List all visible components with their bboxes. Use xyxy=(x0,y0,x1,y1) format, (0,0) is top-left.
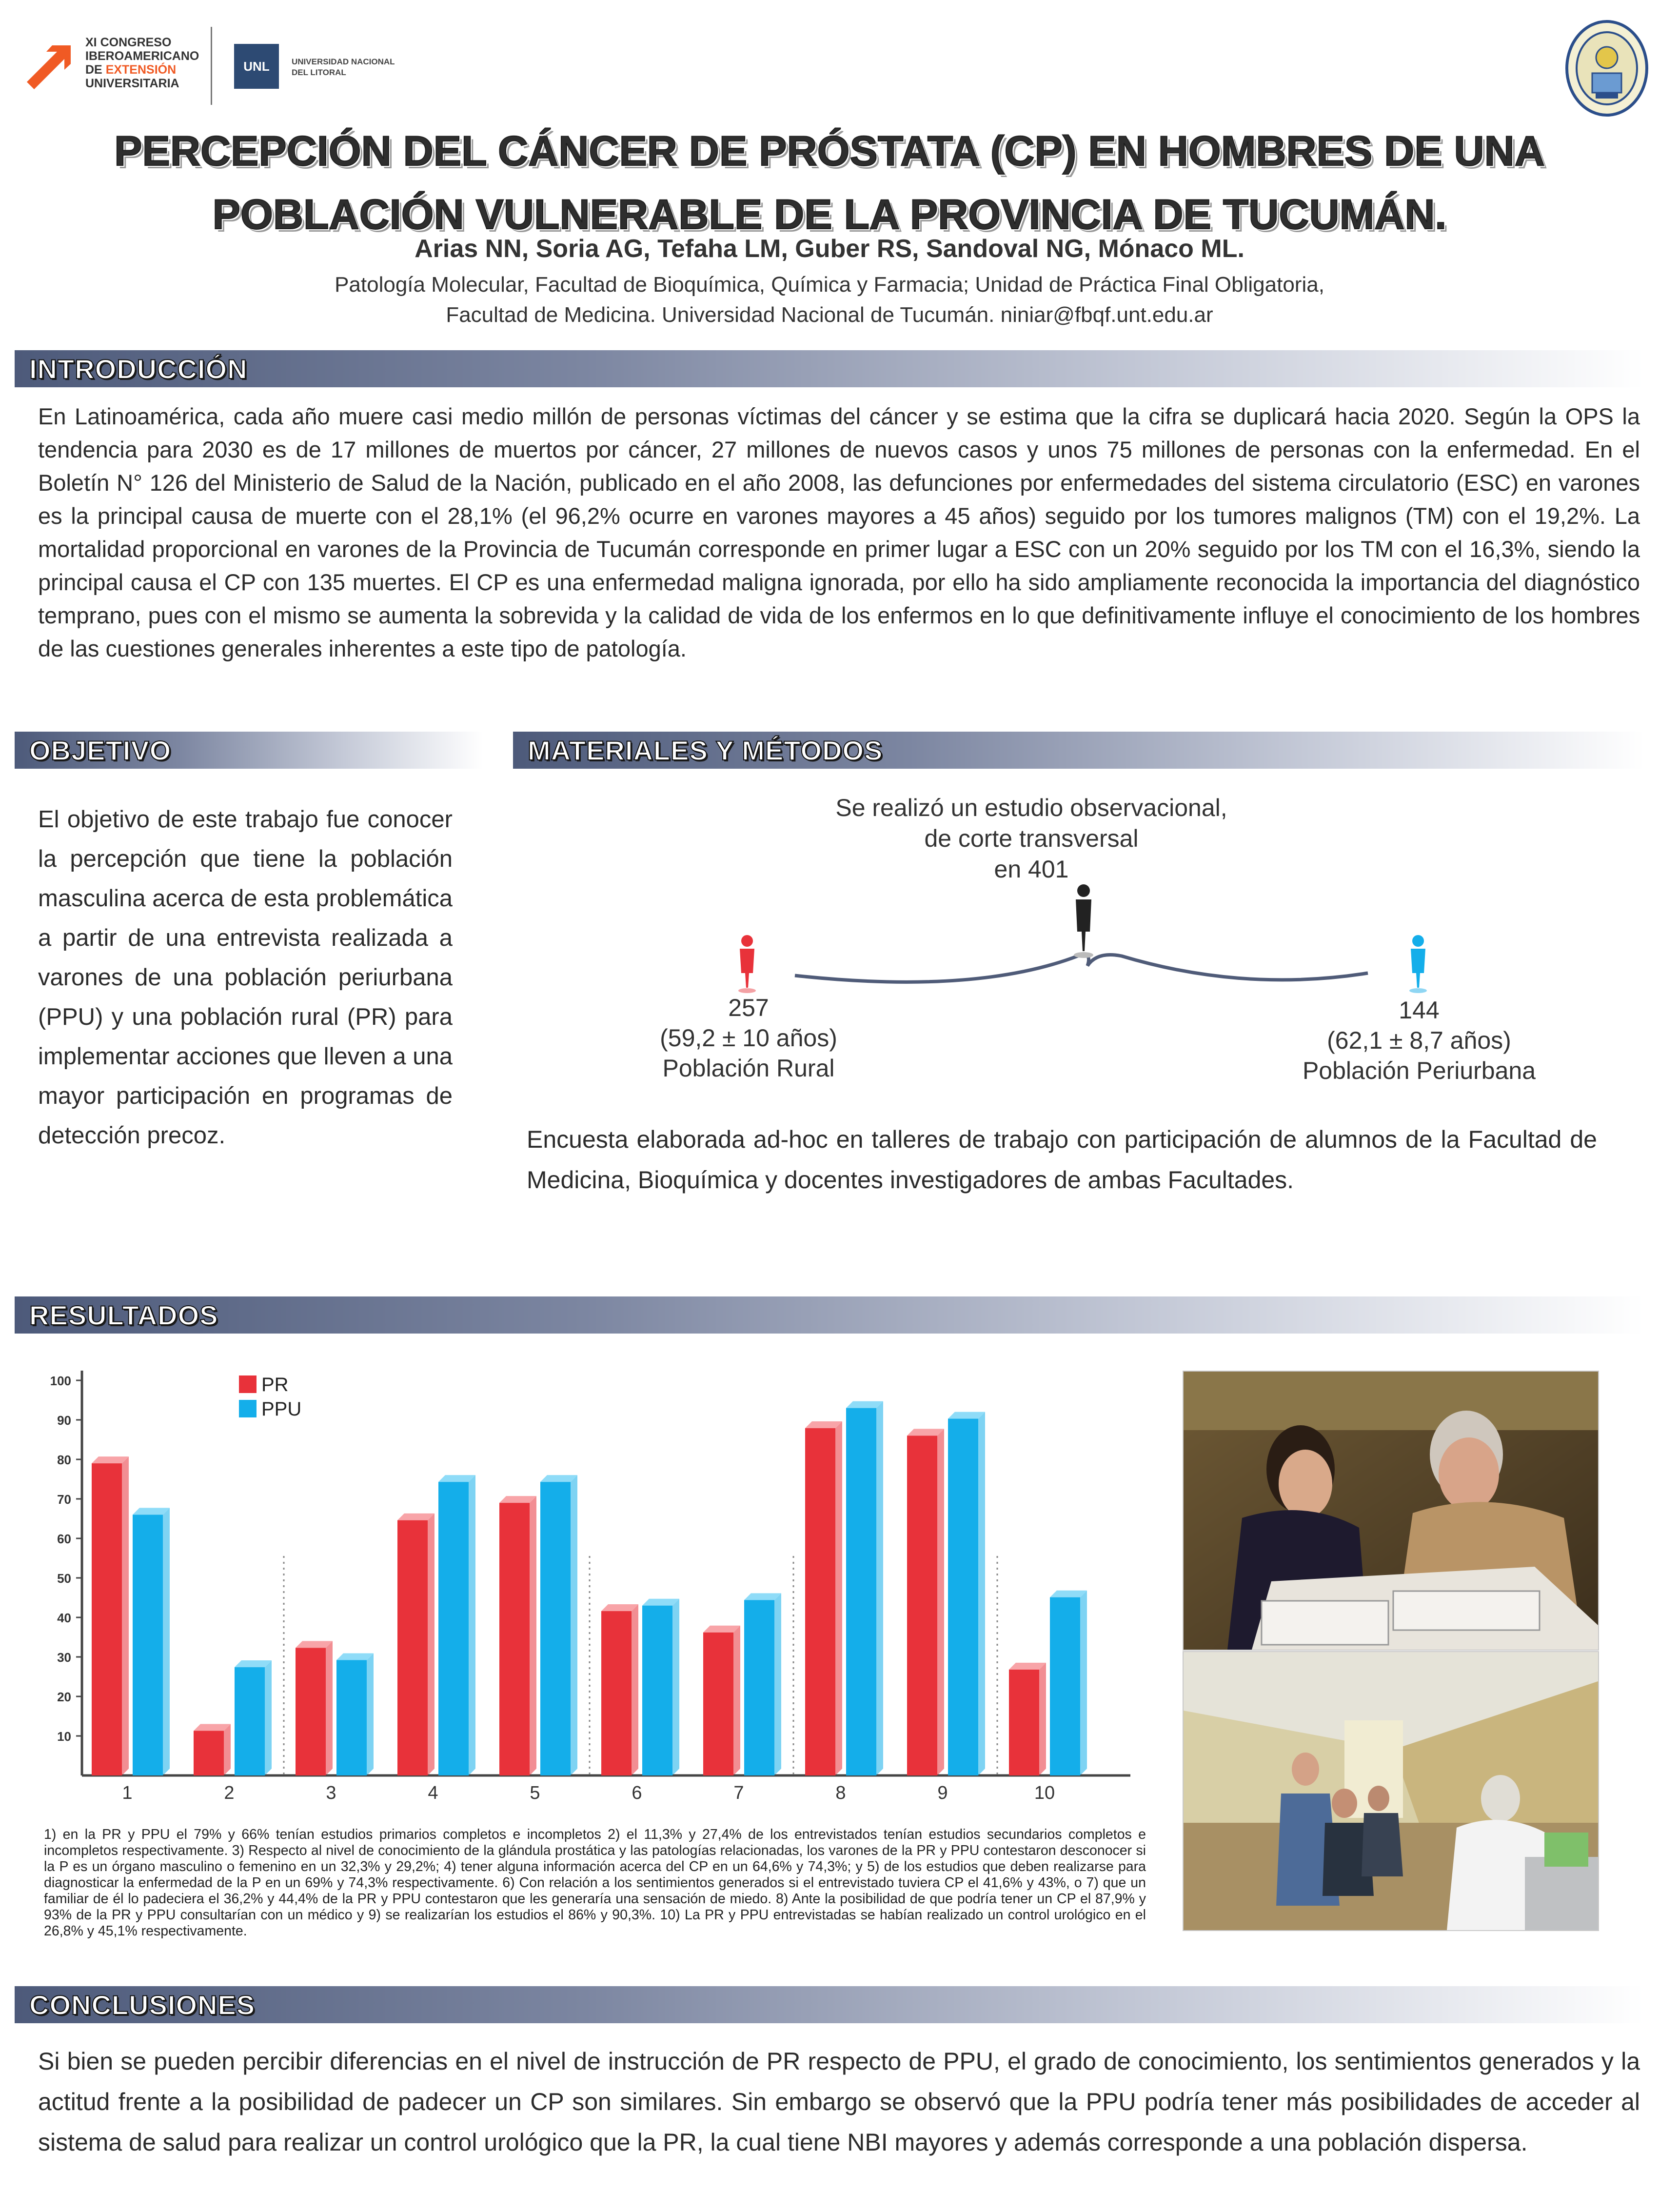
x-tick-label: 1 xyxy=(122,1783,133,1803)
bar-pr-4 xyxy=(397,1514,434,1775)
authors: Arias NN, Soria AG, Tefaha LM, Guber RS, Sandoval NG, Mónaco ML. xyxy=(415,235,1244,263)
periurban-label: Población Periurbana xyxy=(1302,1057,1536,1084)
congress-logo-line1: XI CONGRESO xyxy=(85,36,172,49)
results-heading: RESULTADOS xyxy=(29,1300,218,1331)
study-description xyxy=(780,793,1283,885)
rural-n: 257 xyxy=(728,994,769,1021)
methods-heading: MATERIALES Y MÉTODOS xyxy=(528,735,883,766)
bar-ppu-9 xyxy=(948,1412,985,1775)
y-tick-label: 70 xyxy=(57,1492,71,1507)
poster-title xyxy=(0,120,1659,246)
y-tick-label: 80 xyxy=(57,1453,71,1467)
unl-logo-line1: UNIVERSIDAD NACIONAL xyxy=(292,57,395,66)
legend-swatch-ppu xyxy=(239,1400,257,1417)
periurban-age: (62,1 ± 8,7 años) xyxy=(1327,1027,1511,1054)
study-line2: de corte transversal xyxy=(924,825,1139,852)
population-arc xyxy=(795,955,1368,982)
legend-label-pr: PR xyxy=(261,1374,289,1395)
congress-logo-line3: DE xyxy=(85,63,106,77)
y-tick-label: 50 xyxy=(57,1571,71,1586)
population-diagram xyxy=(683,883,1487,995)
periurban-person-icon xyxy=(1409,935,1427,993)
y-tick-label: 40 xyxy=(57,1611,71,1625)
unl-badge: UNL xyxy=(234,44,279,89)
conclusions-text: Si bien se pueden percibir diferencias en el nivel de instrucción de PR respecto de PPU, el grado de conocimiento, los sentimientos generados y la actitud frente a la posibilidad de padecer un CP son similares. Sin embargo se observó que la PPU podría tener más posibilidades de acceder al sistema de salud para realizar un control urológico que la PR, la cual tiene NBI mayores y además corresponde a una población dispersa. xyxy=(38,2048,1640,2156)
x-tick-label: 9 xyxy=(937,1783,948,1803)
title-line1: PERCEPCIÓN DEL CÁNCER DE PRÓSTATA (CP) EN HOMBRES DE UNA xyxy=(114,128,1545,175)
study-line1: Se realizó un estudio observacional, xyxy=(835,794,1227,821)
photo-interview xyxy=(1183,1371,1599,1651)
study-line3: en 401 xyxy=(994,856,1069,883)
x-tick-label: 2 xyxy=(224,1783,235,1803)
bar-pr-6 xyxy=(601,1604,638,1775)
conclusions-heading-bar xyxy=(15,1986,1644,2023)
congress-logo-accent: EXTENSIÓN xyxy=(105,63,177,77)
intro-heading: INTRODUCCIÓN xyxy=(29,354,248,384)
objective-text: El objetivo de este trabajo fue conocer la percepción que tiene la población masculina acerca de esta problemática a partir de una entrevista realizada a varones de una población periurbana (PPU) y una población rural (PR) para implementar acciones que lleven a una mayor participación en programas de detección precoz. xyxy=(38,806,453,1149)
congress-logo-line4: UNIVERSITARIA xyxy=(85,77,179,90)
title-line2: POBLACIÓN VULNERABLE DE LA PROVINCIA DE TUCUMÁN. xyxy=(212,191,1447,238)
rural-person-icon xyxy=(738,935,756,993)
total-person-icon xyxy=(1074,884,1093,958)
survey-text: Encuesta elaborada ad-hoc en talleres de trabajo con participación de alumnos de la Facultad de Medicina, Bioquímica y docentes investigadores de ambas Facultades. xyxy=(527,1126,1597,1194)
bar-ppu-7 xyxy=(744,1593,781,1775)
bar-pr-1 xyxy=(92,1456,129,1775)
x-tick-label: 7 xyxy=(733,1783,744,1803)
x-tick-label: 4 xyxy=(428,1783,438,1803)
y-tick-label: 90 xyxy=(57,1413,71,1428)
rural-group xyxy=(624,993,873,1083)
photo-waiting-room xyxy=(1183,1651,1599,1931)
bar-pr-8 xyxy=(805,1421,842,1775)
y-tick-label: 100 xyxy=(50,1374,71,1388)
unl-logo-line2: DEL LITORAL xyxy=(292,68,346,77)
bar-ppu-2 xyxy=(235,1660,272,1775)
objective-heading: OBJETIVO xyxy=(29,735,172,766)
x-tick-label: 10 xyxy=(1034,1783,1055,1803)
affiliation-line2: Facultad de Medicina. Universidad Nacional de Tucumán. niniar@fbqf.unt.edu.ar xyxy=(446,303,1213,327)
x-tick-label: 6 xyxy=(632,1783,642,1803)
bar-pr-2 xyxy=(194,1724,231,1775)
x-tick-label: 3 xyxy=(326,1783,336,1803)
congress-logo xyxy=(27,32,222,100)
bar-ppu-4 xyxy=(438,1475,475,1775)
bar-ppu-10 xyxy=(1050,1591,1087,1775)
legend-label-ppu: PPU xyxy=(261,1398,302,1420)
conclusions-heading: CONCLUSIONES xyxy=(29,1990,256,2020)
y-tick-label: 20 xyxy=(57,1690,71,1704)
logo-divider xyxy=(211,27,212,105)
bar-ppu-5 xyxy=(540,1475,577,1775)
affiliation xyxy=(0,270,1659,330)
y-tick-label: 30 xyxy=(57,1650,71,1665)
legend-swatch-pr xyxy=(239,1375,257,1393)
results-bar-chart xyxy=(50,1346,1146,1810)
x-tick-label: 8 xyxy=(835,1783,846,1803)
arrow-logo-icon xyxy=(27,40,76,89)
x-tick-label: 5 xyxy=(530,1783,540,1803)
y-tick-label: 60 xyxy=(57,1532,71,1546)
bar-pr-10 xyxy=(1009,1663,1046,1775)
bar-pr-7 xyxy=(703,1626,740,1775)
intro-text: En Latinoamérica, cada año muere casi medio millón de personas víctimas del cáncer y se estima que la cifra se duplicará hacia 2020. Según la OPS la tendencia para 2030 es de 17 millones de muertos por cáncer, 27 millones de nuevos casos y unos 75 millones de personas con la enfermedad. En el Boletín N° 126 del Ministerio de Salud de la Nación, publicado en el año 2008, las defunciones por enfermedades del sistema circulatorio (ESC) en varones es la principal causa de muerte con el 28,1% (el 96,2% ocurre en varones mayores a 45 años) seguido por los tumores malignos (TM) con el 19,2%. La mortalidad proporcional en varones de la Provincia de Tucumán corresponde en primer lugar a ESC con un 20% seguido por los TM con el 16,3%, siendo la principal causa el CP con 135 muertes. El CP es una enfermedad maligna ignorada, por ello ha sido ampliamente reconocida la importancia del diagnóstico temprano, pues con el mismo se aumenta la sobrevida y la calidad de vida de los enfermos en lo que definitivamente influye el conocimiento de los hombres de las cuestiones generales inherentes a este tipo de patología. xyxy=(38,403,1640,661)
university-seal-icon xyxy=(1565,20,1648,117)
intro-heading-bar xyxy=(15,350,1644,387)
rural-label: Población Rural xyxy=(662,1055,835,1082)
results-caption: 1) en la PR y PPU el 79% y 66% tenían estudios primarios completos e incompletos 2) el 11,3% y 27,4% de los entrevistados tenían estudios secundarios completos e incompletos respectivamente. 3) Respecto al nivel de conocimiento de la glándula prostática y las patologías relacionadas, los varones de la PR y PPU contestaron desconocer si la P es un órgano masculino o femenino en un 32,3% y 29,2%; 4) tener alguna información acerca del CP en un 64,6% y 74,3%; y 5) de los estudios que deben realizarse para diagnosticar la enfermedad de la P en un 69% y 74,3% respectivamente. 6) Con relación a los sentimientos generados si el entrevistado tuviera CP el 41,6% y 43%, o 7) que un familiar de él lo padeciera el 36,2% y 44,4% de la PR y PPU contestaron que les generaría una sensación de miedo. 8) Ante la posibilidad de que podría tener un CP el 87,9% y 93% de la PR y PPU consultarían con un médico y 9) se realizarían los estudios el 86% y 90,3%. 10) La PR y PPU entrevistadas se habían realizado un control urológico en el 26,8% y 45,1% respectivamente. xyxy=(44,1827,1146,1939)
bar-ppu-3 xyxy=(336,1653,374,1775)
y-tick-label: 10 xyxy=(57,1729,71,1744)
bar-ppu-1 xyxy=(133,1508,170,1775)
periurban-group xyxy=(1268,995,1570,1086)
bar-pr-9 xyxy=(907,1429,944,1775)
rural-age: (59,2 ± 10 años) xyxy=(660,1024,837,1052)
objective-heading-bar xyxy=(15,732,483,769)
unl-logo xyxy=(234,44,410,88)
results-heading-bar xyxy=(15,1296,1644,1334)
bar-ppu-6 xyxy=(642,1599,679,1775)
methods-heading-bar xyxy=(513,732,1644,769)
bar-pr-3 xyxy=(296,1641,333,1775)
bar-ppu-8 xyxy=(846,1401,883,1775)
periurban-n: 144 xyxy=(1399,996,1440,1024)
congress-logo-line2: IBEROAMERICANO xyxy=(85,49,199,63)
affiliation-line1: Patología Molecular, Facultad de Bioquímica, Química y Farmacia; Unidad de Práctica Final Obligatoria, xyxy=(335,273,1324,297)
bar-pr-5 xyxy=(499,1496,536,1775)
